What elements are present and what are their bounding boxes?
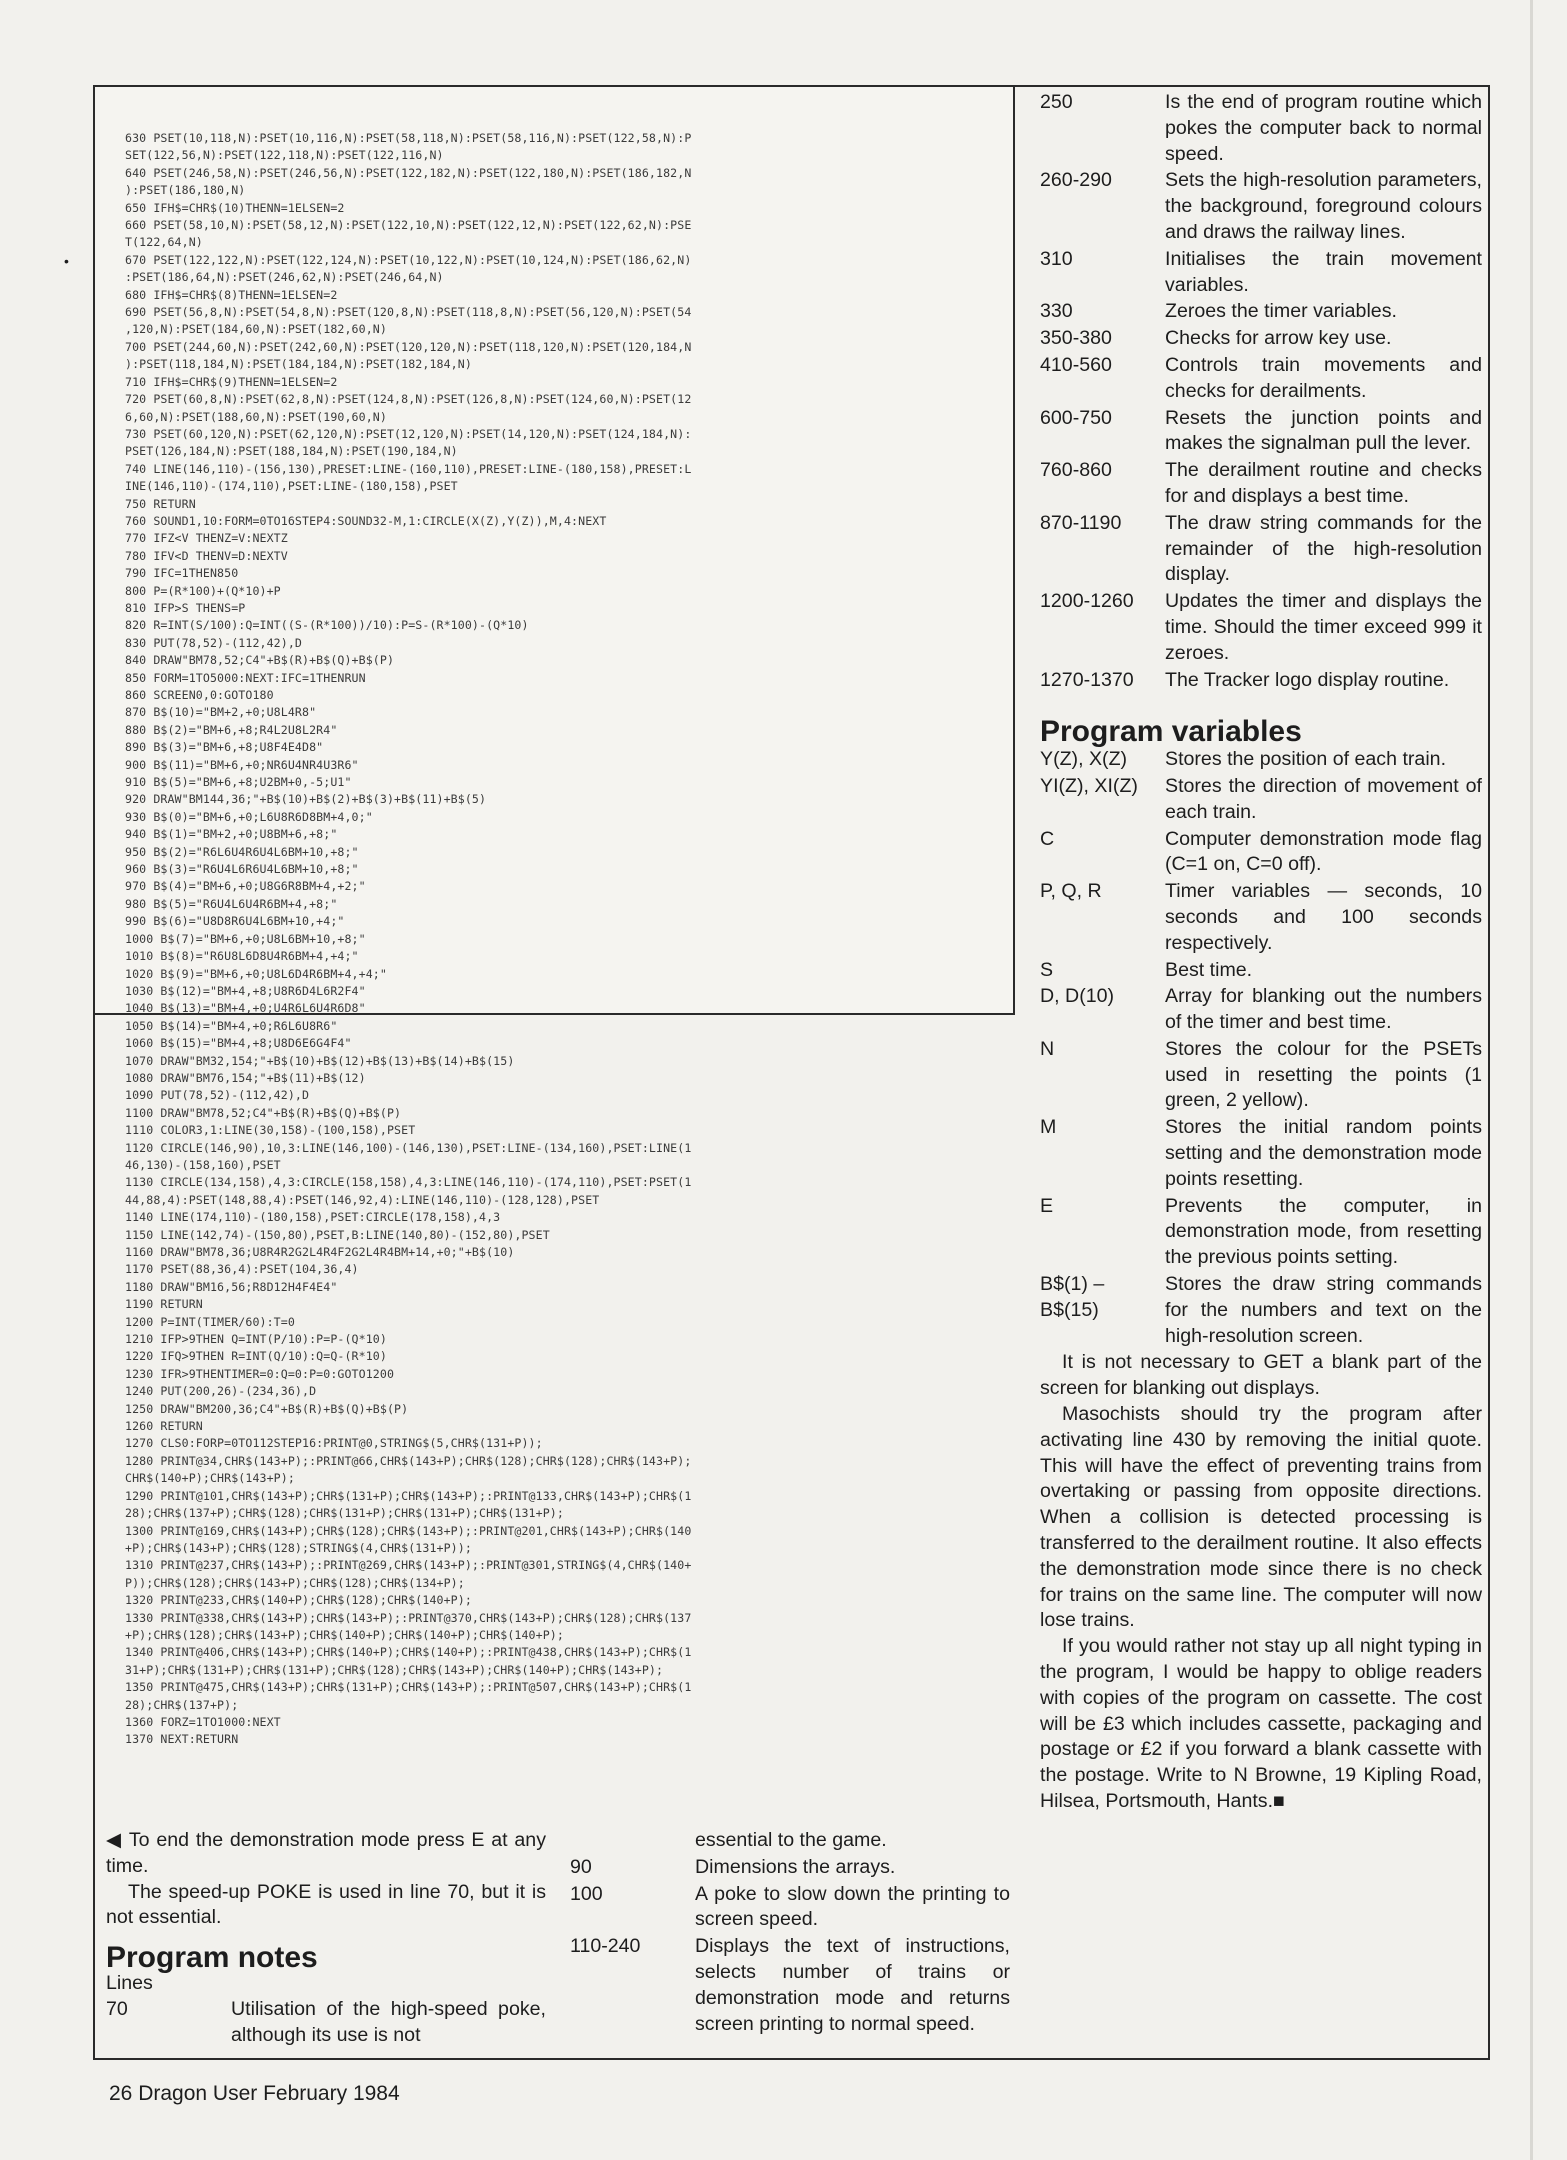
listing-line: 700 PSET(244,60,N):PSET(242,60,N):PSET(120,120,N):PSET(118,120,N):PSET(120,184,N [125, 339, 692, 354]
listing-line: 920 DRAW"BM144,36;"+B$(10)+B$(2)+B$(3)+B$(11)+B$(5) [125, 792, 487, 807]
note-text: Utilisation of the high-speed poke, although its use is not [231, 1997, 546, 2046]
note-row [570, 1855, 1010, 1881]
page-edge [1530, 0, 1533, 2160]
routine-row-text: Sets the high-resolution parameters, the background, foreground colours and draws the railway lines. [1165, 169, 1482, 243]
listing-line: 1000 B$(7)="BM+6,+0;U8L6BM+10,+8;" [125, 931, 366, 946]
routine-row [1040, 589, 1482, 666]
listing-line: 760 SOUND1,10:FORM=0TO16STEP4:SOUND32-M,1:CIRCLE(X(Z),Y(Z)),M,4:NEXT [125, 513, 607, 528]
variable-row [1040, 1272, 1482, 1349]
variable-row [1040, 958, 1482, 984]
listing-line: 44,88,4):PSET(148,88,4):PSET(146,92,4):LINE(146,110)-(128,128),PSET [125, 1192, 600, 1207]
listing-line: 730 PSET(60,120,N):PSET(62,120,N):PSET(12,120,N):PSET(14,120,N):PSET(124,184,N): [125, 426, 692, 441]
note-row [570, 1882, 1010, 1934]
note-line-number: 70 [106, 1997, 128, 2020]
routine-row-key: 1270-1370 [1040, 668, 1134, 691]
listing-line: 1070 DRAW"BM32,154;"+B$(10)+B$(12)+B$(13)+B$(14)+B$(15) [125, 1053, 515, 1068]
listing-line: 1150 LINE(142,74)-(150,80),PSET,B:LINE(140,80)-(152,80),PSET [125, 1227, 550, 1242]
routine-row-key: 870-1190 [1040, 511, 1122, 534]
variable-row-key: B$(1) – B$(15) [1040, 1273, 1105, 1321]
routine-row-text: The Tracker logo display routine. [1165, 668, 1450, 691]
variable-row-text: Array for blanking out the numbers of the timer and best time. [1165, 985, 1482, 1034]
variable-row [1040, 747, 1482, 773]
listing-line: 1340 PRINT@406,CHR$(143+P);CHR$(140+P);CHR$(140+P);:PRINT@438,CHR$(143+P);CHR$(1 [125, 1645, 692, 1660]
listing-line: 1030 B$(12)="BM+4,+8;U8R6D4L6R2F4" [125, 983, 366, 998]
listing-line: 970 B$(4)="BM+6,+0;U8G6R8BM+4,+2;" [125, 879, 366, 894]
listing-line: 1320 PRINT@233,CHR$(140+P);CHR$(128);CHR$(140+P); [125, 1593, 472, 1608]
listing-line: 1190 RETURN [125, 1297, 203, 1312]
listing-line: +P);CHR$(143+P);CHR$(128);STRING$(4,CHR$(131+P)); [125, 1540, 472, 1555]
listing-line: 660 PSET(58,10,N):PSET(58,12,N):PSET(122,10,N):PSET(122,12,N):PSET(122,62,N):PSE [125, 218, 692, 233]
listing-line: 1300 PRINT@169,CHR$(143+P);CHR$(128);CHR$(143+P);:PRINT@201,CHR$(143+P);CHR$(140 [125, 1523, 692, 1538]
listing-line: 870 B$(10)="BM+2,+0;U8L4R8" [125, 705, 317, 720]
listing-line: 28);CHR$(137+P);CHR$(128);CHR$(131+P);CHR$(131+P);CHR$(131+P); [125, 1506, 564, 1521]
listing-line: 640 PSET(246,58,N):PSET(246,56,N):PSET(122,182,N):PSET(122,180,N):PSET(186,182,N [125, 165, 692, 180]
note-row-text: Dimensions the arrays. [695, 1855, 896, 1878]
variable-row [1040, 984, 1482, 1036]
note-row-key: 100 [570, 1882, 603, 1905]
listing-line: 1220 IFQ>9THEN R=INT(Q/10):Q=Q-(R*10) [125, 1349, 387, 1364]
note-row-text: Displays the text of instructions, selects number of trains or demonstration mode and returns screen printing to normal speed. [695, 1935, 1010, 2035]
routine-row [1040, 406, 1482, 458]
listing-line: 880 B$(2)="BM+6,+8;R4L2U8L2R4" [125, 722, 338, 737]
routine-row-key: 310 [1040, 247, 1073, 270]
variable-row [1040, 827, 1482, 879]
listing-line: PSET(126,184,N):PSET(188,184,N):PSET(190,184,N) [125, 444, 458, 459]
routine-row [1040, 90, 1482, 167]
note-row-key: 110-240 [570, 1935, 641, 1958]
listing-line: 830 PUT(78,52)-(112,42),D [125, 635, 303, 650]
listing-line: 930 B$(0)="BM+6,+0;L6U8R6D8BM+4,0;" [125, 809, 373, 824]
demo-note: ◀ To end the demonstration mode press E at any time. [106, 1829, 546, 1877]
routine-row-key: 350-380 [1040, 327, 1112, 350]
listing-line: 790 IFC=1THEN850 [125, 566, 239, 581]
variable-row-text: Stores the initial random points setting and the demonstration mode points resetting. [1165, 1116, 1482, 1190]
listing-line: 1330 PRINT@338,CHR$(143+P);CHR$(143+P);:PRINT@370,CHR$(143+P);CHR$(128);CHR$(137 [125, 1610, 692, 1625]
listing-code [95, 87, 1013, 1749]
routine-row [1040, 511, 1482, 588]
routine-row-text: The draw string commands for the remainder of the high-resolution display. [1165, 511, 1482, 586]
note-continuation-row [570, 1828, 1010, 1854]
listing-line: 1240 PUT(200,26)-(234,36),D [125, 1384, 317, 1399]
listing-line: CHR$(140+P);CHR$(143+P); [125, 1471, 295, 1486]
variables-list [1040, 747, 1482, 1349]
program-listing [93, 85, 1015, 1747]
routine-row [1040, 326, 1482, 352]
listing-line: 940 B$(1)="BM+2,+0;U8BM+6,+8;" [125, 827, 338, 842]
variable-row [1040, 1037, 1482, 1114]
stray-mark: • [64, 253, 69, 269]
note-row [570, 1934, 1010, 2037]
listing-line: 860 SCREEN0,0:GOTO180 [125, 688, 274, 702]
bottom-left-column [106, 1828, 546, 2049]
listing-line: 1200 P=INT(TIMER/60):T=0 [125, 1314, 295, 1329]
listing-line: 1060 B$(15)="BM+4,+8;U8D6E6G4F4" [125, 1036, 352, 1051]
listing-line: 890 B$(3)="BM+6,+8;U8F4E4D8" [125, 740, 324, 755]
listing-line: 1050 B$(14)="BM+4,+0;R6L6U8R6" [125, 1018, 338, 1033]
listing-line: 710 IFH$=CHR$(9)THENN=1ELSEN=2 [125, 374, 338, 389]
listing-line: 1210 IFP>9THEN Q=INT(P/10):P=P-(Q*10) [125, 1332, 387, 1347]
listing-line: 1280 PRINT@34,CHR$(143+P);:PRINT@66,CHR$(143+P);CHR$(128);CHR$(128);CHR$(143+P); [125, 1453, 692, 1468]
frame-left-rule [93, 1015, 95, 2060]
listing-line: 1260 RETURN [125, 1419, 203, 1434]
listing-line: 1360 FORZ=1TO1000:NEXT [125, 1714, 281, 1729]
listing-line: 670 PSET(122,122,N):PSET(122,124,N):PSET(10,122,N):PSET(10,124,N):PSET(186,62,N) [125, 252, 692, 267]
listing-line: 1370 NEXT:RETURN [125, 1732, 239, 1747]
listing-line: 630 PSET(10,118,N):PSET(10,116,N):PSET(58,118,N):PSET(58,116,N):PSET(122,58,N):P [125, 131, 692, 145]
page-footer: 26 Dragon User February 1984 [109, 2082, 400, 2105]
routine-row-key: 260-290 [1040, 169, 1112, 192]
bottom-middle-column [570, 1828, 1010, 2038]
listing-line: 720 PSET(60,8,N):PSET(62,8,N):PSET(124,8,N):PSET(126,8,N):PSET(124,60,N):PSET(12 [125, 392, 692, 407]
listing-line: 840 DRAW"BM78,52;C4"+B$(R)+B$(Q)+B$(P) [125, 653, 395, 668]
note-continuation: essential to the game. [695, 1829, 887, 1851]
routine-row [1040, 353, 1482, 405]
listing-line: 680 IFH$=CHR$(8)THENN=1ELSEN=2 [125, 287, 338, 302]
variable-row-key: E [1040, 1194, 1054, 1217]
note-row-text: A poke to slow down the printing to screen speed. [695, 1882, 1010, 1931]
listing-line: 810 IFP>S THENS=P [125, 600, 246, 615]
listing-line: 770 IFZ<V THENZ=V:NEXTZ [125, 531, 288, 546]
routine-list [1040, 90, 1482, 693]
listing-line: 800 P=(R*100)+(Q*10)+P [125, 583, 281, 598]
variable-row-text: Best time. [1165, 958, 1253, 981]
variable-row-key: N [1040, 1037, 1055, 1060]
listing-line: 1310 PRINT@237,CHR$(143+P);:PRINT@269,CHR$(143+P);:PRINT@301,STRING$(4,CHR$(140+ [125, 1558, 692, 1573]
variable-row-key: M [1040, 1116, 1057, 1139]
note-row-key: 90 [570, 1855, 592, 1878]
listing-line: 750 RETURN [125, 496, 196, 511]
variable-row-text: Prevents the computer, in demonstration mode, from resetting the previous points setting. [1165, 1194, 1482, 1269]
listing-line: 1100 DRAW"BM78,52;C4"+B$(R)+B$(Q)+B$(P) [125, 1105, 402, 1120]
listing-line: 28);CHR$(137+P); [125, 1697, 239, 1712]
listing-line: P));CHR$(128);CHR$(143+P);CHR$(128);CHR$(134+P); [125, 1575, 465, 1590]
routine-row-text: Checks for arrow key use. [1165, 327, 1392, 350]
listing-line: 1270 CLS0:FORP=0TO112STEP16:PRINT@0,STRING$(5,CHR$(131+P)); [125, 1436, 543, 1451]
listing-line: :PSET(186,64,N):PSET(246,62,N):PSET(246,64,N) [125, 270, 444, 285]
variable-row-text: Computer demonstration mode flag (C=1 on, C=0 off). [1165, 827, 1482, 876]
routine-row-text: Zeroes the timer variables. [1165, 300, 1397, 323]
listing-line: 820 R=INT(S/100):Q=INT((S-(R*100))/10):P=S-(R*100)-(Q*10) [125, 618, 529, 633]
body-paragraph: If you would rather not stay up all night typing in the program, I would be happy to oblige readers with copies of the program on cassette. The cost will be £3 which includes cassette, packaging and postage or £2 if you forward a blank cassette with the postage. Write to N Browne, 19 Kipling Road, Hilsea, Portsmouth, Hants.■ [1040, 1635, 1482, 1812]
listing-line: 650 IFH$=CHR$(10)THENN=1ELSEN=2 [125, 200, 345, 215]
routine-row-text: The derailment routine and checks for and displays a best time. [1165, 459, 1482, 507]
routine-row-text: Resets the junction points and makes the signalman pull the lever. [1165, 406, 1482, 455]
listing-line: 1290 PRINT@101,CHR$(143+P);CHR$(131+P);CHR$(143+P);:PRINT@133,CHR$(143+P);CHR$(1 [125, 1488, 692, 1503]
listing-line: +P);CHR$(128);CHR$(143+P);CHR$(140+P);CHR$(140+P);CHR$(140+P); [125, 1627, 564, 1642]
listing-line: 1020 B$(9)="BM+6,+0;U8L6D4R6BM+4,+4;" [125, 966, 387, 981]
variable-row-text: Stores the direction of movement of each train. [1165, 774, 1482, 823]
listing-line: INE(146,110)-(174,110),PSET:LINE-(180,158),PSET [125, 479, 458, 494]
routine-row-key: 760-860 [1040, 459, 1112, 482]
listing-line: 1230 IFR>9THENTIMER=0:Q=0:P=0:GOTO1200 [125, 1366, 395, 1381]
listing-line: T(122,64,N) [125, 235, 203, 250]
listing-line: 1090 PUT(78,52)-(112,42),D [125, 1088, 310, 1103]
variables-heading: Program variables [1040, 715, 1302, 749]
variable-row-key: C [1040, 827, 1055, 850]
routine-row-text: Is the end of program routine which pokes the computer back to normal speed. [1165, 91, 1482, 165]
listing-line: ,120,N):PSET(184,60,N):PSET(182,60,N) [125, 322, 387, 337]
routine-row-key: 330 [1040, 300, 1073, 323]
listing-line: 850 FORM=1TO5000:NEXT:IFC=1THENRUN [125, 670, 366, 685]
routine-row [1040, 458, 1482, 510]
variable-row [1040, 774, 1482, 826]
listing-line: 1120 CIRCLE(146,90),10,3:LINE(146,100)-(146,130),PSET:LINE-(134,160),PSET:LINE(1 [125, 1140, 692, 1155]
routine-row-text: Controls train movements and checks for derailments. [1165, 353, 1482, 402]
listing-line: 1180 DRAW"BM16,56;R8D12H4F4E4" [125, 1279, 338, 1294]
variable-row-text: Stores the draw string commands for the numbers and text on the high-resolution screen. [1165, 1273, 1482, 1347]
routine-row-text: Updates the timer and displays the time. Should the timer exceed 999 it zeroes. [1165, 590, 1482, 664]
mid-notes-list [570, 1855, 1010, 2038]
variable-row-key: D, D(10) [1040, 985, 1115, 1008]
routine-row-key: 410-560 [1040, 353, 1112, 376]
listing-line: 900 B$(11)="BM+6,+0;NR6U4NR4U3R6" [125, 757, 359, 772]
listing-line: 950 B$(2)="R6L6U4R6U4L6BM+10,+8;" [125, 844, 359, 859]
listing-line: 1170 PSET(88,36,4):PSET(104,36,4) [125, 1262, 359, 1277]
listing-line: ):PSET(186,180,N) [125, 183, 246, 198]
listing-line: 910 B$(5)="BM+6,+8;U2BM+0,-5;U1" [125, 775, 352, 790]
frame-bottom-rule [93, 2058, 1015, 2060]
variable-row-text: Stores the position of each train. [1165, 748, 1447, 771]
variable-row-key: P, Q, R [1040, 880, 1102, 903]
listing-line: 690 PSET(56,8,N):PSET(54,8,N):PSET(120,8,N):PSET(118,8,N):PSET(56,120,N):PSET(54 [125, 305, 692, 320]
listing-line: 1110 COLOR3,1:LINE(30,158)-(100,158),PSET [125, 1123, 416, 1138]
routine-row [1040, 668, 1482, 694]
variable-row-key: YI(Z), XI(Z) [1040, 774, 1138, 797]
routine-row [1040, 299, 1482, 325]
note-row [106, 1997, 546, 2049]
routine-row-key: 1200-1260 [1040, 590, 1134, 613]
variable-row-text: Timer variables — seconds, 10 seconds and 100 seconds respectively. [1165, 880, 1482, 954]
listing-line: SET(122,56,N):PSET(122,118,N):PSET(122,116,N) [125, 148, 444, 163]
right-column [1040, 90, 1482, 1815]
routine-row [1040, 247, 1482, 299]
listing-line: 1130 CIRCLE(134,158),4,3:CIRCLE(158,158),4,3:LINE(146,110)-(174,110),PSET:PSET(1 [125, 1175, 692, 1190]
poke-note: The speed-up POKE is used in line 70, but it is not essential. [106, 1880, 546, 1929]
listing-line: 1250 DRAW"BM200,36;C4"+B$(R)+B$(Q)+B$(P) [125, 1401, 409, 1416]
body-paragraph: It is not necessary to GET a blank part of the screen for blanking out displays. [1040, 1351, 1482, 1400]
listing-line: 46,130)-(158,160),PSET [125, 1157, 281, 1172]
listing-line: 6,60,N):PSET(188,60,N):PSET(190,60,N) [125, 409, 387, 424]
routine-row-key: 600-750 [1040, 406, 1112, 429]
variable-row [1040, 879, 1482, 956]
lines-label: Lines [106, 1971, 153, 1994]
listing-line: 980 B$(5)="R6U4L6U4R6BM+4,+8;" [125, 896, 338, 911]
listing-line: 780 IFV<D THENV=D:NEXTV [125, 548, 288, 563]
program-notes-heading: Program notes [106, 1941, 318, 1975]
variable-row-text: Stores the colour for the PSETs used in resetting the points (1 green, 2 yellow). [1165, 1037, 1482, 1112]
variable-row-key: Y(Z), X(Z) [1040, 748, 1128, 771]
listing-line: 990 B$(6)="U8D8R6U4L6BM+10,+4;" [125, 914, 345, 929]
listing-line: 1350 PRINT@475,CHR$(143+P);CHR$(131+P);CHR$(143+P);:PRINT@507,CHR$(143+P);CHR$(1 [125, 1680, 692, 1695]
listing-line: 31+P);CHR$(131+P);CHR$(131+P);CHR$(128);CHR$(143+P);CHR$(140+P);CHR$(143+P); [125, 1662, 664, 1677]
listing-line: 960 B$(3)="R6U4L6R6U4L6BM+10,+8;" [125, 862, 359, 877]
variable-row [1040, 1194, 1482, 1271]
listing-line: 1160 DRAW"BM78,36;U8R4R2G2L4R4F2G2L4R4BM+14,+0;"+B$(10) [125, 1245, 515, 1259]
listing-line: 1080 DRAW"BM76,154;"+B$(11)+B$(12) [125, 1070, 366, 1085]
listing-line: 1010 B$(8)="R6U8L6D8U4R6BM+4,+4;" [125, 949, 359, 964]
routine-row-text: Initialises the train movement variables. [1165, 247, 1482, 296]
variable-row-key: S [1040, 958, 1054, 981]
listing-line: 1140 LINE(174,110)-(180,158),PSET:CIRCLE(178,158),4,3 [125, 1210, 501, 1225]
listing-line: ):PSET(118,184,N):PSET(184,184,N):PSET(182,184,N) [125, 357, 472, 372]
listing-line: 1040 B$(13)="BM+4,+0;U4R6L6U4R6D8" [125, 1001, 366, 1016]
listing-line: 740 LINE(146,110)-(156,130),PRESET:LINE-(160,110),PRESET:LINE-(180,158),PRESET:L [125, 461, 692, 476]
routine-row-key: 250 [1040, 91, 1073, 113]
closing-paragraphs [1040, 1350, 1482, 1814]
variable-row [1040, 1115, 1482, 1192]
body-paragraph: Masochists should try the program after activating line 430 by removing the initial quote. This will have the effect of preventing trains from overtaking or passing from opposite directions. When a collision is detected processing is transferred to the derailment routine. It also effects the demonstration mode since there is no check for trains on the same line. The computer will now lose trains. [1040, 1403, 1482, 1632]
routine-row [1040, 168, 1482, 245]
